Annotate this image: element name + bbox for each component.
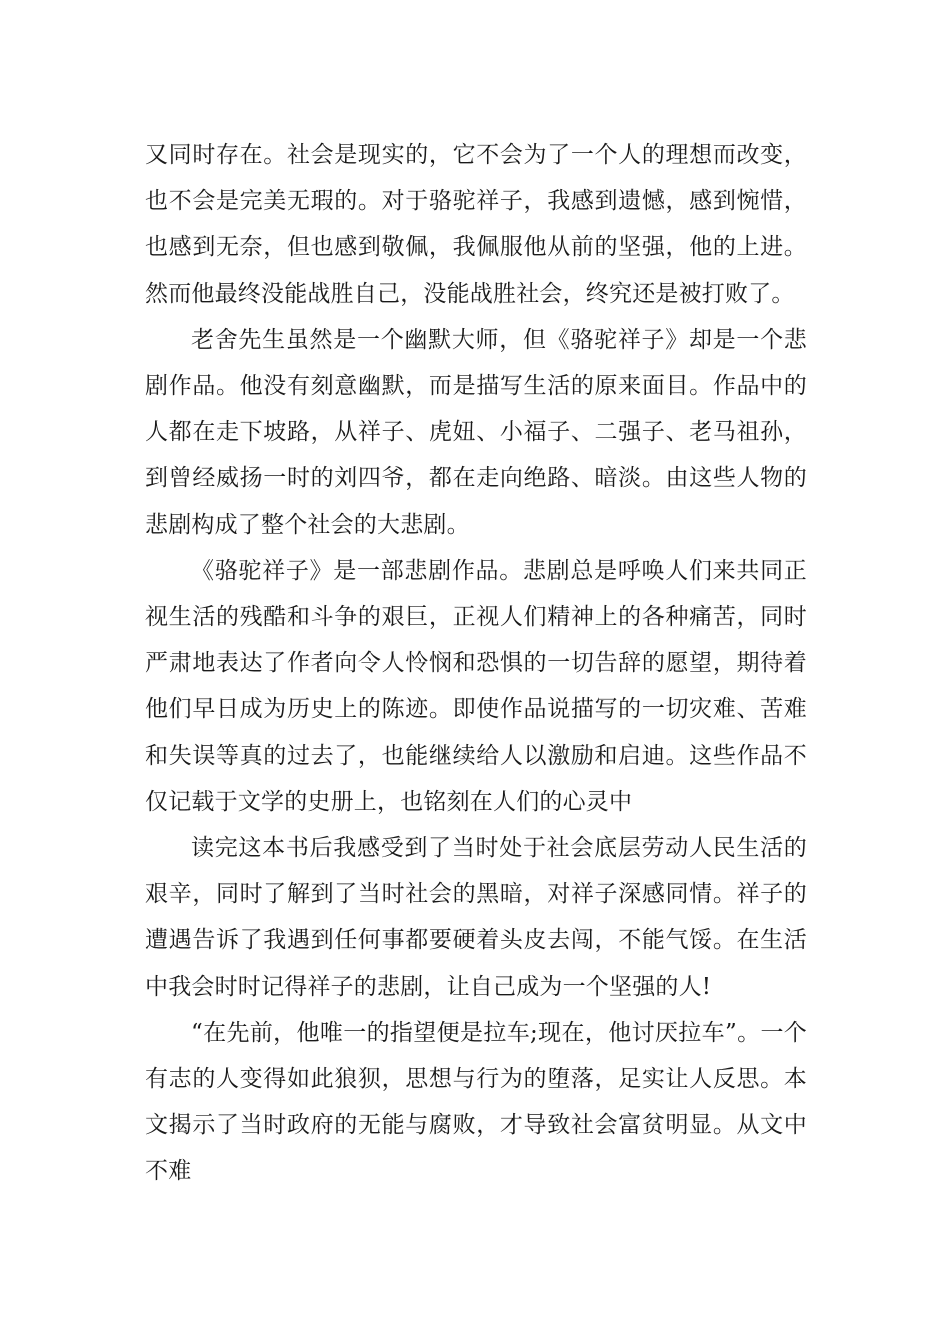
paragraph-1: 又同时存在。社会是现实的，它不会为了一个人的理想而改变，也不会是完美无瑕的。对于骆驼祥子，我感到遗憾，感到惋惜，也感到无奈，但也感到敬佩，我佩服他从前的坚强，他的上进。然而他最终没能战胜自己，没能战胜社会，终究还是被打败了。 bbox=[145, 142, 807, 307]
paragraph-5: “在先前，他唯一的指望便是拉车;现在，他讨厌拉车”。一个有志的人变得如此狼狈，思想与行为的堕落，足实让人反思。本文揭示了当时政府的无能与腐败，才导致社会富贫明显。从文中不难 bbox=[145, 1019, 807, 1185]
paragraph-4: 读完这本书后我感受到了当时处于社会底层劳动人民生活的艰辛，同时了解到了当时社会的黑暗，对祥子深感同情。祥子的遭遇告诉了我遇到任何事都要硬着头皮去闯，不能气馁。在生活中我会时时记得祥子的悲剧，让自己成为一个坚强的人! bbox=[145, 835, 807, 1000]
document-body bbox=[145, 132, 807, 1195]
paragraph-3: 《骆驼祥子》是一部悲剧作品。悲剧总是呼唤人们来共同正视生活的残酷和斗争的艰巨，正视人们精神上的各种痛苦，同时严肃地表达了作者向令人怜悯和恐惧的一切告辞的愿望，期待着他们早日成为历史上的陈迹。即使作品说描写的一切灾难、苦难和失误等真的过去了，也能继续给人以激励和启迪。这些作品不仅记载于文学的史册上，也铭刻在人们的心灵中 bbox=[145, 557, 807, 815]
paragraph-2: 老舍先生虽然是一个幽默大师，但《骆驼祥子》却是一个悲剧作品。他没有刻意幽默，而是描写生活的原来面目。作品中的人都在走下坡路，从祥子、虎妞、小福子、二强子、老马祖孙，到曾经威扬一时的刘四爷，都在走向绝路、暗淡。由这些人物的悲剧构成了整个社会的大悲剧。 bbox=[145, 326, 807, 538]
